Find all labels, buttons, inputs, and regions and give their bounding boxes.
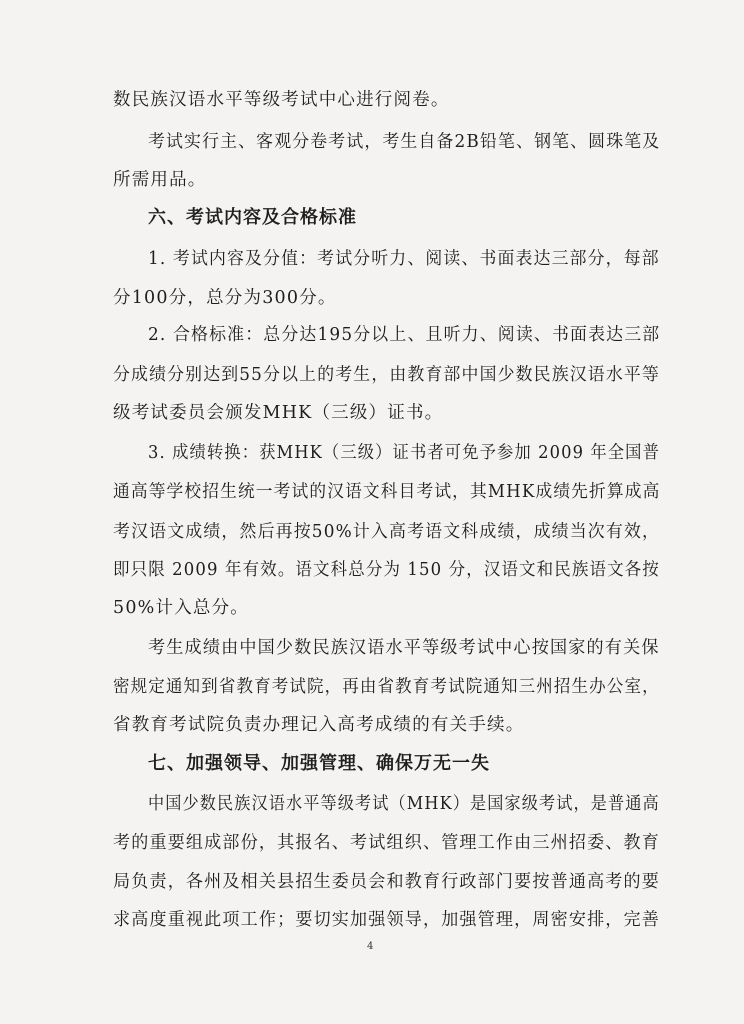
text-line: 即只限 2009 年有效。语文科总分为 150 分，汉语文和民族语文各按 — [113, 560, 660, 580]
section-heading-7: 七、加强领导、加强管理、确保万无一失 — [148, 753, 490, 774]
text-line: 考汉语文成绩，然后再按50%计入高考语文科成绩，成绩当次有效， — [113, 522, 661, 542]
text-line: 考试实行主、客观分卷考试，考生自备2B铅笔、钢笔、圆珠笔及 — [148, 132, 661, 152]
text-line: 1. 考试内容及分值：考试分听力、阅读、书面表达三部分，每部 — [148, 249, 660, 269]
text-line: 分100分，总分为300分。 — [113, 288, 337, 308]
text-line: 考的重要组成部份，其报名、考试组织、管理工作由三州招委、教育 — [113, 833, 660, 853]
text-line: 考生成绩由中国少数民族汉语水平等级考试中心按国家的有关保 — [148, 638, 660, 658]
text-line: 通高等学校招生统一考试的汉语文科目考试，其MHK成绩先折算成高 — [113, 482, 661, 502]
text-line: 省教育考试院负责办理记入高考成绩的有关手续。 — [113, 715, 525, 735]
text-line: 中国少数民族汉语水平等级考试（MHK）是国家级考试，是普通高 — [148, 794, 660, 814]
text-line: 3. 成绩转换：获MHK（三级）证书者可免予参加 2009 年全国普 — [148, 443, 660, 463]
text-line: 局负责，各州及相关县招生委员会和教育行政部门要按普通高考的要 — [113, 872, 660, 892]
text-line: 50%计入总分。 — [113, 598, 249, 618]
text-line: 分成绩分别达到55分以上的考生，由教育部中国少数民族汉语水平等 — [113, 365, 660, 385]
section-heading-6: 六、考试内容及合格标准 — [148, 207, 357, 228]
text-line: 2. 合格标准：总分达195分以上、且听力、阅读、书面表达三部 — [148, 325, 661, 345]
page-number: 4 — [367, 941, 374, 952]
text-line: 求高度重视此项工作；要切实加强领导，加强管理，周密安排，完善 — [113, 910, 660, 930]
text-line: 数民族汉语水平等级考试中心进行阅卷。 — [113, 90, 450, 110]
text-line: 级考试委员会颁发MHK（三级）证书。 — [113, 403, 444, 423]
text-line: 所需用品。 — [113, 170, 207, 190]
text-line: 密规定通知到省教育考试院，再由省教育考试院通知三州招生办公室， — [113, 677, 660, 697]
